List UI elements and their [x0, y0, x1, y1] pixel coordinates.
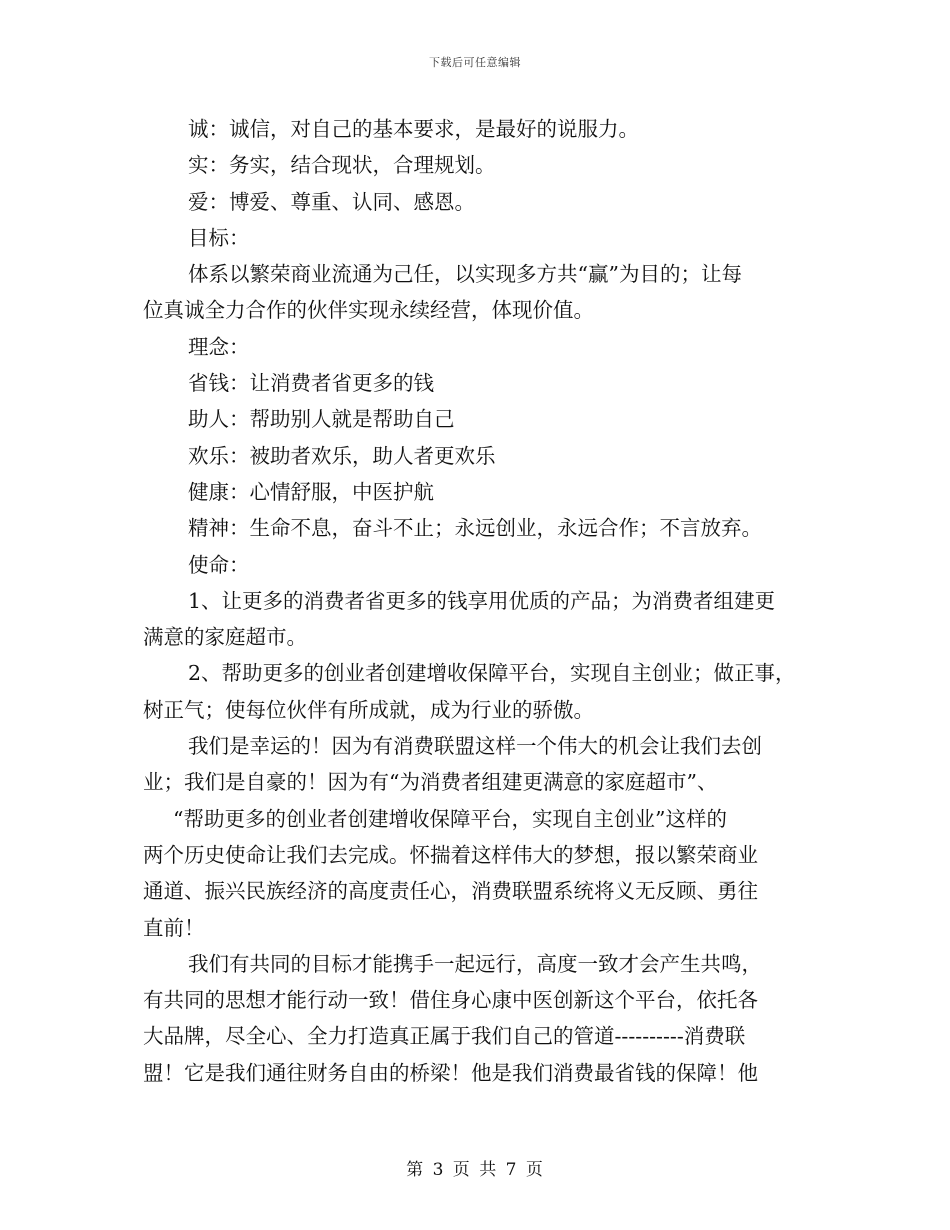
footer-total-label: 页 — [525, 1160, 544, 1180]
text-line: 体系以繁荣商业流通为己任，以实现多方共“赢”为目的；让每 — [188, 262, 742, 287]
text-line: 直前！ — [143, 915, 205, 940]
text-line: 两个历史使命让我们去完成。怀揣着这样伟大的梦想，报以繁荣商业 — [143, 842, 758, 867]
text-line: 2、帮助更多的创业者创建增收保障平台，实现自主创业；做正事， — [188, 661, 796, 686]
section-heading-goal: 目标： — [188, 225, 250, 250]
footer-total-pages: 7 — [505, 1160, 518, 1180]
text-line: 业；我们是自豪的！因为有“为消费者组建更满意的家庭超市”、 — [143, 770, 718, 795]
text-line: 盟！它是我们通往财务自由的桥梁！他是我们消费最省钱的保障！他 — [143, 1060, 758, 1085]
text-line: “帮助更多的创业者创建增收保障平台，实现自主创业”这样的 — [173, 806, 727, 831]
text-line: 大品牌，尽全心、全力打造真正属于我们自己的管道----------消费联 — [143, 1024, 746, 1049]
footer-total-prefix: 共 — [479, 1160, 498, 1180]
text-line: 满意的家庭超市。 — [143, 625, 307, 650]
footer-current-page: 3 — [432, 1160, 445, 1180]
text-line: 位真诚全力合作的伙伴实现永续经营，体现价值。 — [143, 298, 594, 323]
text-line: 我们是幸运的！因为有消费联盟这样一个伟大的机会让我们去创 — [188, 734, 762, 759]
text-line: 树正气；使每位伙伴有所成就，成为行业的骄傲。 — [143, 697, 594, 722]
footer-page-label: 页 — [452, 1160, 471, 1180]
footer-prefix: 第 — [406, 1160, 425, 1180]
text-line: 助人：帮助别人就是帮助自己 — [188, 407, 455, 432]
text-line: 省钱：让消费者省更多的钱 — [188, 371, 434, 396]
text-line: 有共同的思想才能行动一致！借住身心康中医创新这个平台，依托各 — [143, 988, 758, 1013]
text-line: 爱：博爱、尊重、认同、感恩。 — [188, 189, 475, 214]
text-line: 1、让更多的消费者省更多的钱享用优质的产品；为消费者组建更 — [188, 588, 776, 613]
text-line: 欢乐：被助者欢乐，助人者更欢乐 — [188, 443, 496, 468]
text-line: 诚：诚信，对自己的基本要求，是最好的说服力。 — [188, 117, 639, 141]
text-line: 实：务实，结合现状，合理规划。 — [188, 153, 496, 178]
text-line: 我们有共同的目标才能携手一起远行，高度一致才会产生共鸣， — [188, 951, 762, 976]
document-body — [143, 111, 803, 1091]
page-footer — [0, 1155, 950, 1180]
section-heading-philosophy: 理念： — [188, 334, 250, 359]
text-line: 精神：生命不息，奋斗不止；永远创业，永远合作；不言放弃。 — [188, 516, 762, 541]
section-heading-mission: 使命： — [188, 552, 250, 577]
page-header: 下载后可任意编辑 — [429, 56, 521, 69]
text-line: 健康：心情舒服，中医护航 — [188, 479, 434, 504]
text-line: 通道、振兴民族经济的高度责任心，消费联盟系统将义无反顾、勇往 — [143, 879, 758, 904]
